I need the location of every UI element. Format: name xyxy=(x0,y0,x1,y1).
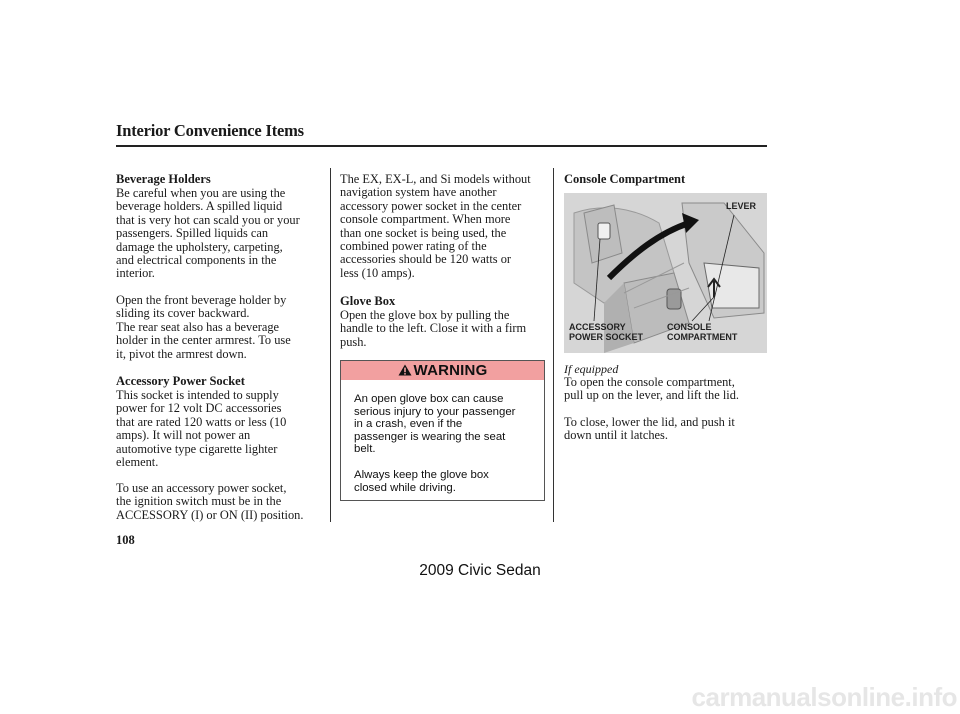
column-divider-2 xyxy=(553,168,554,522)
console-compartment-label: CONSOLE COMPARTMENT xyxy=(667,322,738,342)
warning-paragraph-1: An open glove box can cause serious injury to your passenger in a crash, even if the passenger is wearing the seat belt. xyxy=(354,393,516,456)
footer-model-name: 2009 Civic Sedan xyxy=(419,562,541,579)
if-equipped-note: If equipped xyxy=(564,362,619,376)
watermark: carmanualsonline.info xyxy=(691,682,957,712)
console-compartment-heading: Console Compartment xyxy=(564,172,686,186)
console-figure xyxy=(564,193,767,353)
accessory-power-socket-label: ACCESSORY POWER SOCKET xyxy=(569,322,644,342)
lever-label: LEVER xyxy=(726,201,757,211)
glove-box-paragraph: Open the glove box by pulling the handle to the left. Close it with a firm push. xyxy=(340,308,527,349)
warning-banner xyxy=(341,361,544,380)
beverage-holders-paragraph-2: Open the front beverage holder by sliding its cover backward. The rear seat also has a beverage holder in the center armrest. To use it, pivot the armrest down. xyxy=(116,293,291,361)
accessory-power-socket-heading: Accessory Power Socket xyxy=(116,374,245,388)
beverage-holders-heading: Beverage Holders xyxy=(116,172,211,186)
glove-box-heading: Glove Box xyxy=(340,294,396,308)
page-number: 108 xyxy=(116,533,135,547)
console-close-paragraph: To close, lower the lid, and push it down until it latches. xyxy=(564,415,735,443)
console-open-paragraph: To open the console compartment, pull up on the lever, and lift the lid. xyxy=(564,375,739,403)
beverage-holders-paragraph-1: Be careful when you are using the beverage holders. A spilled liquid that is very hot can scald you or your passengers. Spilled liquids can damage the upholstery, carpeting, and electrical components in the interior. xyxy=(116,186,300,281)
accessory-socket-paragraph-2: To use an accessory power socket, the ignition switch must be in the ACCESSORY (I) or ON (II) position. xyxy=(116,481,304,522)
warning-triangle-icon xyxy=(398,364,412,376)
column-divider-1 xyxy=(330,168,331,522)
second-socket-paragraph: The EX, EX-L, and Si models without navigation system have another accessory power socket in the center console compartment. When more than one socket is being used, the combined power rating of the accessories should be 120 watts or less (10 amps). xyxy=(340,172,531,280)
warning-paragraph-2: Always keep the glove box closed while driving. xyxy=(354,469,489,494)
page-title: Interior Convenience Items xyxy=(116,121,304,140)
warning-label: WARNING xyxy=(413,362,488,379)
title-rule xyxy=(116,145,767,147)
accessory-socket-paragraph-1: This socket is intended to supply power for 12 volt DC accessories that are rated 120 watts or less (10 amps). It will not power an automotive type cigarette lighter element. xyxy=(116,388,287,470)
warning-box xyxy=(340,360,545,501)
